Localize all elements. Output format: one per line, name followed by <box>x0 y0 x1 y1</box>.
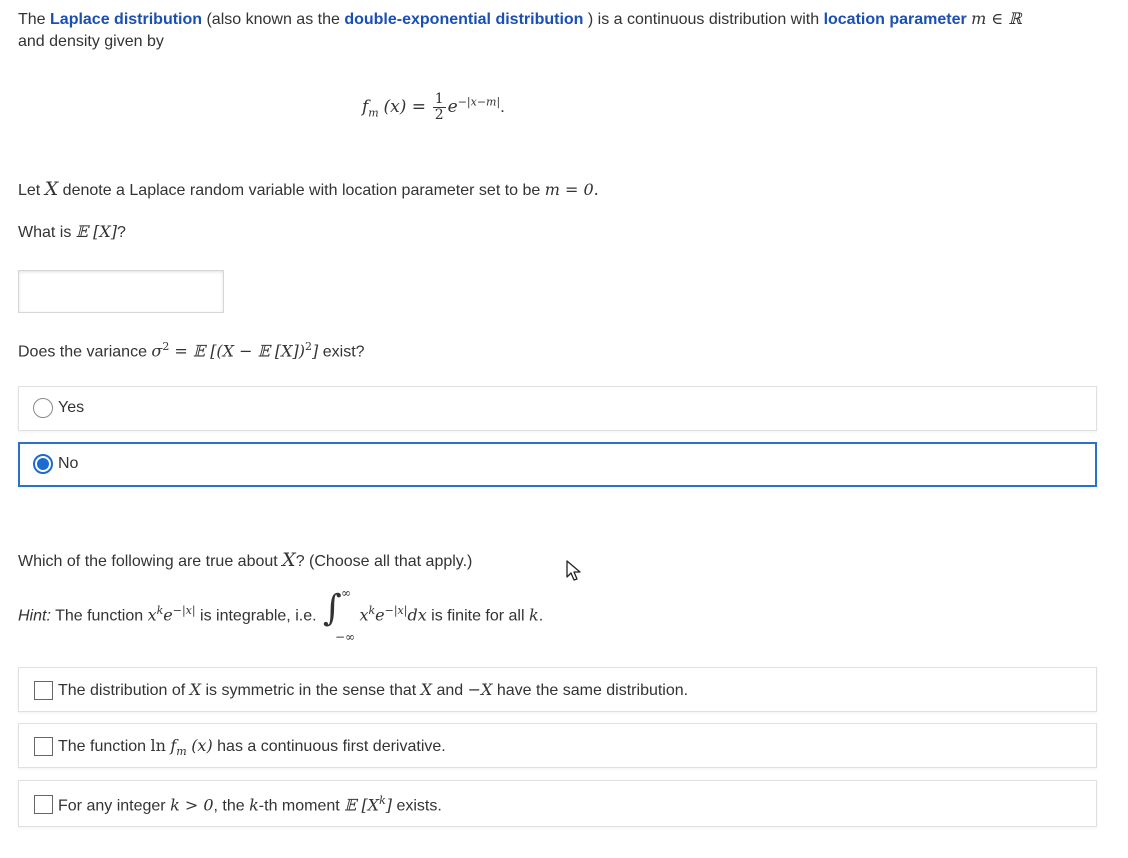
formula-arg: (x) = <box>383 96 426 117</box>
radio-label: No <box>58 455 79 472</box>
laplace-distribution-link[interactable]: Laplace distribution <box>50 11 203 28</box>
radio-button-selected[interactable] <box>33 454 53 474</box>
radio-option-yes[interactable] <box>18 386 1097 431</box>
hint-label: Hint: <box>18 607 51 625</box>
expectation-answer-input[interactable] <box>18 270 224 313</box>
let-x-sentence: Let X denote a Laplace random variable with location parameter set to be m = 0. <box>18 178 599 200</box>
checkbox-label: The distribution of X is symmetric in the sense that X and −X have the same distribution. <box>58 680 689 699</box>
radio-button[interactable] <box>33 398 53 418</box>
radio-option-no[interactable] <box>18 442 1097 487</box>
location-parameter-link[interactable]: location parameter <box>823 11 967 28</box>
double-exponential-link[interactable]: double-exponential distribution <box>344 11 584 28</box>
checkbox[interactable] <box>34 737 53 756</box>
formula-e: e <box>447 96 458 117</box>
checkbox-option-moments[interactable] <box>18 780 1097 827</box>
checkbox-label: For any integer k > 0, the k-th moment 𝔼 $[X^k]$ exists. <box>58 794 442 815</box>
checkbox-option-derivative[interactable] <box>18 723 1097 768</box>
intro-paragraph <box>18 8 1108 53</box>
radio-label: Yes <box>58 399 85 416</box>
math-X: X <box>44 178 59 200</box>
math-m-in-R: m ∈ ℝ <box>971 9 1022 28</box>
formula-end: . <box>500 96 505 116</box>
expectation-question: What is 𝔼 [X]? <box>18 222 126 241</box>
integral-sign: ∫ ∞ −∞ <box>322 586 356 644</box>
intro-text: The <box>18 11 51 28</box>
checkbox[interactable] <box>34 681 53 700</box>
intro-text: and density given by <box>18 33 164 50</box>
checkbox[interactable] <box>34 795 53 814</box>
math-m-equals-0: m = 0. <box>544 180 599 199</box>
formula-fraction: $\frac{1}{2}$ <box>434 91 444 123</box>
which-true-question: Which of the following are true about X? (Choose all that apply.) <box>18 549 473 571</box>
hint-sentence: Hint: The function $x^ke^{-|x|}$ is integrable, i.e. ∫ ∞ −∞ $x^ke^{-|x|}dx$ is finite for all k. <box>18 586 544 644</box>
math-expectation: 𝔼 [X] <box>75 222 117 241</box>
formula-exponent: −|x−m| <box>457 95 501 109</box>
density-formula <box>362 92 505 123</box>
formula-f: f <box>362 96 369 117</box>
checkbox-label: The function $\ln f_m$ (x) has a continuous first derivative. <box>58 736 446 759</box>
checkbox-option-symmetric[interactable] <box>18 667 1097 712</box>
intro-text: (also known as the <box>202 11 345 28</box>
formula-sub: m <box>368 106 379 120</box>
intro-text: ) is a continuous distribution with <box>583 11 824 28</box>
variance-question: Does the variance $\sigma^2$ = 𝔼 [(X − 𝔼 [X])$^2$] exist? <box>18 340 365 361</box>
mouse-cursor-icon <box>565 560 583 582</box>
